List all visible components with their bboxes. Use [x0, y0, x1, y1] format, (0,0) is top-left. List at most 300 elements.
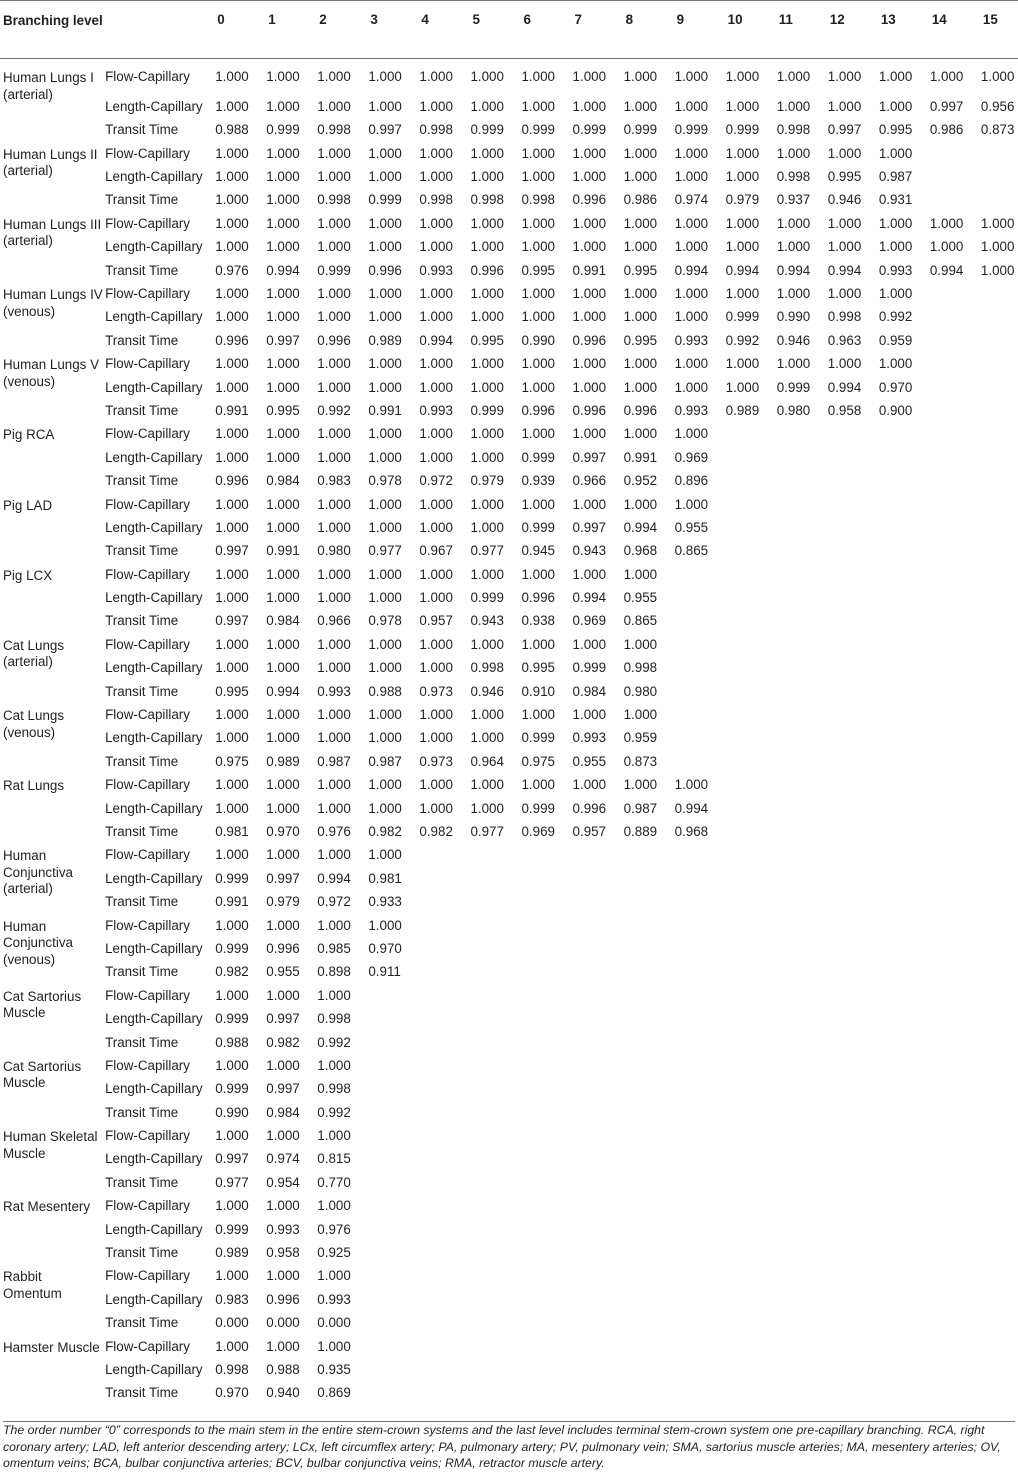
value-cell: 1.000: [725, 239, 760, 255]
value-cell: [368, 1262, 419, 1285]
value-cell: [981, 1239, 1018, 1262]
value-cell: [675, 865, 726, 888]
value-cell: 0.968: [674, 824, 709, 839]
value-cell: 1.000: [827, 239, 862, 255]
value-cell: 1.000: [266, 566, 300, 582]
value-cell: 0.945: [521, 543, 555, 559]
metric-label: Transit Time: [105, 1104, 179, 1120]
value-cell: 0.998: [623, 660, 658, 676]
value-cell: [368, 982, 419, 1005]
value-cell: 0.988: [215, 122, 249, 138]
value-cell: [879, 724, 930, 747]
value-cell: 0.993: [419, 262, 453, 278]
value-cell: [981, 140, 1018, 163]
value-cell: 1.000: [623, 145, 658, 161]
metric-label: Flow-Capillary: [105, 707, 190, 723]
table-row: [0, 374, 1018, 397]
value-cell: [521, 982, 572, 1005]
value-cell: 0.000: [215, 1315, 249, 1331]
value-cell: 1.000: [215, 847, 249, 863]
value-cell: [726, 912, 777, 935]
value-cell: [419, 1286, 470, 1309]
table-row: [0, 1075, 1018, 1098]
system-name: Human Lungs II (arterial): [3, 146, 98, 179]
value-cell: [726, 1075, 777, 1098]
value-cell: 1.000: [572, 215, 607, 231]
value-cell: 0.995: [266, 402, 300, 418]
value-cell: 1.000: [317, 496, 351, 512]
value-cell: [521, 1099, 572, 1122]
value-cell: [419, 1192, 470, 1215]
value-cell: [777, 631, 828, 654]
value-cell: 1.000: [368, 590, 402, 606]
value-cell: 0.994: [419, 332, 453, 348]
value-cell: 0.982: [419, 824, 453, 839]
value-cell: [368, 1029, 419, 1052]
value-cell: 1.000: [266, 660, 300, 676]
value-cell: [521, 1309, 572, 1332]
value-cell: 1.000: [470, 566, 504, 582]
value-cell: [930, 1286, 981, 1309]
table-row: [0, 163, 1018, 186]
value-cell: [521, 1052, 572, 1075]
value-cell: [368, 1216, 419, 1239]
value-cell: [726, 888, 777, 911]
value-cell: 0.955: [266, 964, 300, 980]
value-cell: [419, 865, 470, 888]
value-cell: 1.000: [572, 426, 607, 442]
value-cell: 1.000: [215, 449, 249, 465]
value-cell: 0.998: [827, 309, 862, 325]
value-cell: 1.000: [215, 239, 249, 255]
value-cell: [879, 1379, 930, 1402]
table-row: [0, 350, 1018, 373]
metric-label: Transit Time: [105, 262, 179, 278]
value-cell: [879, 1286, 930, 1309]
value-cell: [777, 841, 828, 864]
value-cell: [777, 514, 828, 537]
value-cell: 1.000: [470, 777, 504, 793]
table-row: [0, 1262, 1018, 1285]
value-cell: [573, 1145, 624, 1168]
value-cell: [930, 1145, 981, 1168]
value-cell: [419, 1052, 470, 1075]
value-cell: 1.000: [317, 590, 351, 606]
value-cell: [675, 958, 726, 981]
value-cell: 1.000: [368, 777, 402, 793]
value-cell: 0.977: [470, 824, 504, 839]
value-cell: 0.999: [572, 122, 607, 138]
value-cell: 1.000: [776, 145, 811, 161]
value-cell: [930, 631, 981, 654]
value-cell: 0.976: [215, 262, 249, 278]
value-cell: 1.000: [368, 239, 402, 255]
metric-label: Flow-Capillary: [105, 69, 190, 84]
value-cell: [930, 701, 981, 724]
value-cell: 0.987: [878, 169, 913, 185]
value-cell: 0.996: [470, 262, 504, 278]
value-cell: [930, 654, 981, 677]
value-cell: [675, 1333, 726, 1356]
value-cell: 0.996: [215, 473, 249, 489]
value-cell: [726, 467, 777, 490]
header-level-12: 12: [828, 1, 879, 59]
value-cell: 0.999: [521, 800, 555, 816]
value-cell: [726, 584, 777, 607]
table-header: [0, 1, 1018, 59]
metric-label: Flow-Capillary: [105, 286, 190, 302]
value-cell: [879, 678, 930, 701]
metric-label: Length-Capillary: [105, 519, 203, 535]
value-cell: 1.000: [929, 239, 964, 255]
value-cell: 1.000: [317, 426, 351, 442]
value-cell: [981, 771, 1018, 794]
value-cell: [419, 1333, 470, 1356]
value-cell: 0.970: [368, 940, 402, 956]
value-cell: [726, 514, 777, 537]
value-cell: [879, 654, 930, 677]
value-cell: [624, 1239, 675, 1262]
value-cell: 1.000: [419, 496, 453, 512]
value-cell: 0.989: [266, 753, 300, 769]
value-cell: 0.997: [266, 870, 300, 886]
value-cell: [879, 888, 930, 911]
value-cell: [675, 631, 726, 654]
value-cell: 1.000: [521, 636, 555, 652]
header-branching-level: Branching level: [0, 1, 103, 59]
value-cell: [777, 818, 828, 841]
value-cell: [521, 1075, 572, 1098]
value-cell: 1.000: [980, 215, 1015, 231]
value-cell: 0.989: [368, 332, 402, 348]
value-cell: [777, 537, 828, 560]
value-cell: [828, 912, 879, 935]
value-cell: 1.000: [215, 730, 249, 746]
value-cell: 1.000: [317, 356, 351, 372]
value-cell: 0.996: [572, 402, 607, 418]
value-cell: [419, 982, 470, 1005]
value-cell: 1.000: [521, 356, 555, 372]
value-cell: [521, 865, 572, 888]
metric-label: Transit Time: [105, 753, 179, 769]
value-cell: 1.000: [215, 590, 249, 606]
value-cell: 1.000: [827, 69, 862, 84]
value-cell: 0.979: [266, 894, 300, 910]
value-cell: 0.984: [266, 1104, 300, 1120]
value-cell: [726, 654, 777, 677]
value-cell: [879, 1216, 930, 1239]
value-cell: [981, 982, 1018, 1005]
value-cell: 0.994: [827, 262, 862, 278]
metric-label: Transit Time: [105, 543, 179, 559]
value-cell: [419, 1262, 470, 1285]
value-cell: [930, 1005, 981, 1028]
value-cell: 1.000: [215, 286, 249, 302]
table-row: [0, 1239, 1018, 1262]
value-cell: 0.865: [674, 543, 709, 559]
value-cell: 1.000: [266, 192, 300, 208]
value-cell: [624, 1379, 675, 1402]
value-cell: [573, 841, 624, 864]
value-cell: [828, 701, 879, 724]
value-cell: [777, 467, 828, 490]
value-cell: 1.000: [266, 777, 300, 793]
value-cell: 1.000: [215, 566, 249, 582]
table-row: [0, 1333, 1018, 1356]
value-cell: [879, 514, 930, 537]
metric-label: Transit Time: [105, 683, 179, 699]
value-cell: 0.995: [215, 683, 249, 699]
value-cell: 1.000: [929, 215, 964, 231]
metric-label: Length-Capillary: [105, 379, 203, 395]
value-cell: 1.000: [419, 707, 453, 723]
value-cell: [624, 1309, 675, 1332]
value-cell: [981, 841, 1018, 864]
value-cell: [981, 701, 1018, 724]
value-cell: 0.995: [521, 262, 555, 278]
value-cell: [981, 350, 1018, 373]
value-cell: [521, 1216, 572, 1239]
value-cell: [521, 958, 572, 981]
header-level-1: 1: [266, 1, 317, 59]
value-cell: [879, 420, 930, 443]
value-cell: [675, 561, 726, 584]
value-cell: [470, 1239, 521, 1262]
value-cell: [930, 537, 981, 560]
value-cell: 0.989: [215, 1245, 249, 1261]
metric-label: Flow-Capillary: [105, 145, 190, 161]
value-cell: 0.966: [572, 473, 607, 489]
value-cell: 1.000: [725, 356, 760, 372]
value-cell: [470, 1099, 521, 1122]
system-name: Human Conjunctiva (venous): [3, 918, 73, 967]
value-cell: [981, 1286, 1018, 1309]
value-cell: 0.999: [776, 379, 811, 395]
value-cell: 1.000: [419, 239, 453, 255]
value-cell: 1.000: [368, 496, 402, 512]
value-cell: 0.954: [266, 1174, 300, 1190]
value-cell: 1.000: [215, 987, 249, 1003]
value-cell: 1.000: [521, 777, 555, 793]
value-cell: 1.000: [215, 1057, 249, 1073]
metric-label: Transit Time: [105, 332, 179, 348]
value-cell: [470, 888, 521, 911]
value-cell: 0.972: [419, 473, 453, 489]
value-cell: [930, 467, 981, 490]
value-cell: 1.000: [266, 1198, 300, 1214]
value-cell: [726, 607, 777, 630]
value-cell: 0.969: [572, 613, 607, 629]
value-cell: 1.000: [572, 566, 607, 582]
value-cell: [828, 771, 879, 794]
value-cell: 0.982: [215, 964, 249, 980]
value-cell: 0.988: [368, 683, 402, 699]
value-cell: [470, 1333, 521, 1356]
value-cell: [930, 678, 981, 701]
value-cell: [879, 748, 930, 771]
value-cell: 0.946: [776, 332, 811, 348]
value-cell: 1.000: [929, 69, 964, 84]
value-cell: [726, 420, 777, 443]
value-cell: 1.000: [215, 917, 249, 933]
value-cell: 1.000: [878, 215, 913, 231]
metric-label: Flow-Capillary: [105, 566, 190, 582]
table-row: [0, 888, 1018, 911]
table-row: [0, 280, 1018, 303]
value-cell: 1.000: [572, 496, 607, 512]
value-cell: [726, 1029, 777, 1052]
value-cell: [828, 1262, 879, 1285]
value-cell: 1.000: [470, 426, 504, 442]
metric-label: Length-Capillary: [105, 98, 203, 114]
value-cell: 1.000: [623, 215, 658, 231]
value-cell: 0.993: [317, 1291, 351, 1307]
value-cell: [521, 1333, 572, 1356]
value-cell: 1.000: [725, 215, 760, 231]
table-row: [0, 514, 1018, 537]
value-cell: 1.000: [215, 215, 249, 231]
value-cell: 1.000: [419, 777, 453, 793]
metric-label: Transit Time: [105, 122, 179, 138]
value-cell: [981, 1052, 1018, 1075]
value-cell: [930, 561, 981, 584]
value-cell: [879, 1052, 930, 1075]
table-row: [0, 116, 1018, 139]
value-cell: 0.865: [623, 613, 658, 629]
value-cell: [879, 1169, 930, 1192]
value-cell: 1.000: [266, 496, 300, 512]
value-cell: 0.946: [827, 192, 862, 208]
value-cell: 1.000: [470, 98, 504, 114]
value-cell: [777, 1122, 828, 1145]
value-cell: [981, 1075, 1018, 1098]
value-cell: 0.999: [725, 122, 760, 138]
value-cell: 0.999: [470, 122, 504, 138]
value-cell: [726, 491, 777, 514]
value-cell: 1.000: [368, 426, 402, 442]
value-cell: [726, 958, 777, 981]
value-cell: [573, 1122, 624, 1145]
value-cell: [470, 1216, 521, 1239]
value-cell: 1.000: [317, 777, 351, 793]
table-row: [0, 59, 1018, 93]
value-cell: [879, 1309, 930, 1332]
value-cell: 0.889: [623, 824, 658, 839]
value-cell: [981, 1099, 1018, 1122]
value-cell: [777, 1309, 828, 1332]
value-cell: [879, 1005, 930, 1028]
value-cell: [470, 1309, 521, 1332]
value-cell: [675, 584, 726, 607]
value-cell: 0.994: [674, 800, 709, 816]
metric-label: Flow-Capillary: [105, 1338, 190, 1354]
value-cell: 1.000: [521, 286, 555, 302]
header-level-3: 3: [368, 1, 419, 59]
value-cell: [573, 1333, 624, 1356]
value-cell: 1.000: [317, 215, 351, 231]
header-row: [0, 1, 1018, 59]
value-cell: 0.990: [215, 1104, 249, 1120]
value-cell: 0.999: [470, 590, 504, 606]
value-cell: [675, 1309, 726, 1332]
metric-label: Flow-Capillary: [105, 215, 190, 231]
value-cell: 0.992: [317, 1104, 351, 1120]
value-cell: [726, 1216, 777, 1239]
value-cell: [675, 935, 726, 958]
value-cell: [777, 561, 828, 584]
value-cell: 1.000: [368, 917, 402, 933]
value-cell: 0.996: [572, 332, 607, 348]
value-cell: [828, 888, 879, 911]
value-cell: [930, 1309, 981, 1332]
value-cell: 0.991: [572, 262, 607, 278]
value-cell: 0.979: [470, 473, 504, 489]
value-cell: [930, 841, 981, 864]
value-cell: [675, 1005, 726, 1028]
value-cell: [828, 1145, 879, 1168]
header-level-7: 7: [573, 1, 624, 59]
value-cell: [675, 1075, 726, 1098]
table-row: [0, 654, 1018, 677]
value-cell: 0.911: [368, 964, 401, 980]
value-cell: 1.000: [419, 145, 453, 161]
value-cell: 0.987: [623, 800, 658, 816]
value-cell: 1.000: [215, 356, 249, 372]
table-row: [0, 537, 1018, 560]
value-cell: 1.000: [266, 800, 300, 816]
value-cell: 1.000: [368, 379, 402, 395]
value-cell: 1.000: [827, 356, 862, 372]
value-cell: [828, 1075, 879, 1098]
value-cell: 1.000: [674, 777, 709, 793]
value-cell: [879, 491, 930, 514]
value-cell: [777, 1286, 828, 1309]
value-cell: 0.996: [572, 192, 607, 208]
value-cell: [777, 1356, 828, 1379]
value-cell: [930, 1379, 981, 1402]
table-row: [0, 397, 1018, 420]
header-level-9: 9: [675, 1, 726, 59]
value-cell: [573, 1356, 624, 1379]
value-cell: 1.000: [266, 1268, 300, 1284]
value-cell: [777, 912, 828, 935]
value-cell: [930, 163, 981, 186]
value-cell: 1.000: [419, 69, 453, 84]
value-cell: 1.000: [368, 449, 402, 465]
metric-label: Flow-Capillary: [105, 777, 190, 793]
value-cell: 1.000: [215, 426, 249, 442]
value-cell: [879, 631, 930, 654]
value-cell: 1.000: [572, 286, 607, 302]
value-cell: 1.000: [827, 215, 862, 231]
header-level-14: 14: [930, 1, 981, 59]
footnote-text: The order number “0” corresponds to the main stem in the entire stem-crown systems and the last level includes terminal stem-crown system one pre-capillary branching. RCA, right coronary artery; LAD, left anterior descending artery; LCx, left circumflex artery; PA, pulmonary artery; PV, pulmonary vein; SMA, sartorius muscle arteries; MA, mesentery arteries; OV, omentum veins; BCA, bulbar conjunctiva arteries; BCV, bulbar conjunctiva veins; RMA, retractor muscle artery.: [3, 1423, 1001, 1470]
value-cell: [879, 935, 930, 958]
value-cell: 1.000: [521, 496, 555, 512]
system-name: Human Lungs III (arterial): [3, 216, 102, 249]
value-cell: [777, 982, 828, 1005]
value-cell: 1.000: [368, 309, 402, 325]
value-cell: [930, 420, 981, 443]
value-cell: 1.000: [878, 145, 913, 161]
value-cell: 1.000: [521, 145, 555, 161]
value-cell: [981, 374, 1018, 397]
value-cell: 1.000: [317, 1268, 351, 1284]
value-cell: 0.987: [368, 753, 402, 769]
value-cell: [930, 818, 981, 841]
value-cell: [470, 912, 521, 935]
value-cell: 0.974: [674, 192, 709, 208]
